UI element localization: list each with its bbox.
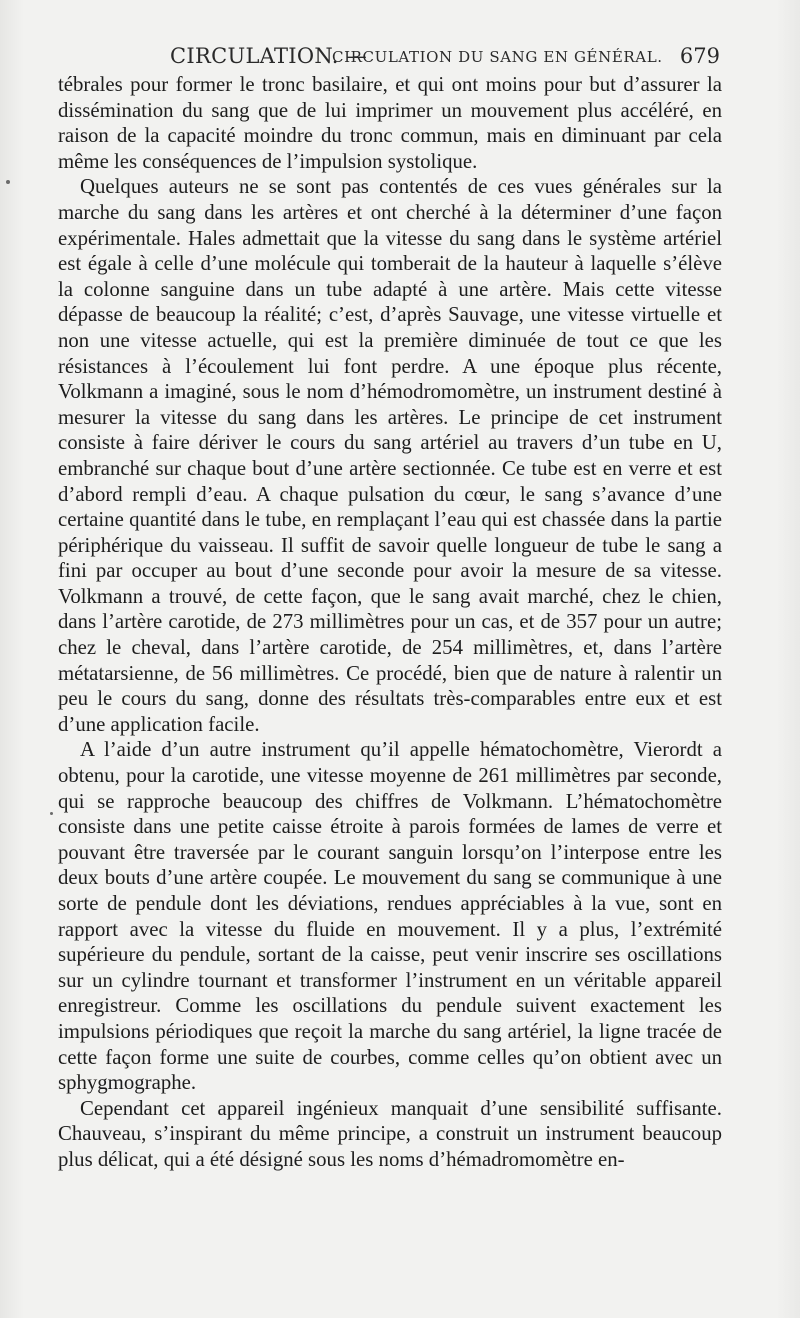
- margin-speck: [50, 812, 53, 815]
- header-subtitle: CIRCULATION DU SANG EN GÉNÉRAL.: [332, 48, 663, 66]
- paragraph: Cependant cet appareil ingénieux manquait d’une sensibilité suffisante. Chauveau, s’inspirant du même principe, a construit un instrument beaucoup plus délicat, qui a été désigné sous les noms d’hémadromomètre en-: [58, 1096, 722, 1171]
- body-text: [58, 72, 722, 1252]
- page-number: 679: [679, 44, 720, 68]
- paragraph: Quelques auteurs ne se sont pas contentés de ces vues générales sur la marche du sang dans les artères et ont cherché à la déterminer d’une façon expérimentale. Hales admettait que la vitesse du sang dans le système artériel est égale à celle d’une molécule qui tomberait de la hauteur à laquelle s’élève la colonne sanguine dans un tube adapté à une artère. Mais cette vitesse dépasse de beaucoup la réalité; c’est, d’après Sauvage, une vitesse virtuelle et non une vitesse actuelle, qui est la première diminuée de tout ce que les résistances à l’écoulement lui font perdre. A une époque plus récente, Volkmann a imaginé, sous le nom d’hémodromomètre, un instrument destiné à mesurer la vitesse du sang dans les artères. Le principe de cet instrument consiste à faire dériver le cours du sang artériel au travers d’un tube en U, embranché sur chaque bout d’une artère sectionnée. Ce tube est en verre et est d’abord rempli d’eau. A chaque pulsation du cœur, le sang s’avance d’une certaine quantité dans le tube, en remplaçant l’eau qui est chassée dans la partie périphérique du vaisseau. Il suffit de savoir quelle longueur de tube le sang a fini par occuper au bout d’une seconde pour avoir la mesure de sa vitesse. Volkmann a trouvé, de cette façon, que le sang avait marché, chez le chien, dans l’artère carotide, de 273 millimètres pour un cas, et de 357 pour un autre; chez le cheval, dans l’artère carotide, de 254 millimètres, et, dans l’artère métatarsienne, de 56 millimètres. Ce procédé, bien que de nature à ralentir un peu le cours du sang, donne des résultats très-comparables entre eux et est d’une application facile.: [58, 175, 722, 736]
- paragraph: A l’aide d’un autre instrument qu’il appelle hématochomètre, Vierordt a obtenu, pour la carotide, une vitesse moyenne de 261 millimètres par seconde, qui se rapproche beaucoup des chiffres de Volkmann. L’hématochomètre consiste dans une petite caisse étroite à parois formées de lames de verre et pouvant être traversée par le courant sanguin lorsqu’on l’interpose entre les deux bouts d’une artère coupée. Le mouvement du sang se communique à une sorte de pendule dont les déviations, rendues appréciables à la vue, sont en rapport avec la vitesse du fluide en mouvement. Il y a plus, l’extrémité supérieure du pendule, sortant de la caisse, peut venir inscrire ses oscillations sur un cylindre tournant et transformer l’instrument en un véritable appareil enregistreur. Comme les oscillations du pendule suivent exactement les impulsions périodiques que reçoit la marche du sang artériel, la ligne tracée de cette façon forme une suite de courbes, comme celles qu’on obtient avec un sphygmographe.: [58, 738, 722, 1095]
- paragraph: tébrales pour former le tronc basilaire, et qui ont moins pour but d’assurer la dissémination du sang que de lui imprimer un mouvement plus accéléré, en raison de la capacité moindre du tronc commun, mais en diminuant par cela même les conséquences de l’impulsion systolique.: [58, 73, 722, 173]
- running-header: [170, 44, 720, 72]
- header-title: CIRCULATION. —: [170, 44, 368, 68]
- margin-speck: [6, 180, 10, 184]
